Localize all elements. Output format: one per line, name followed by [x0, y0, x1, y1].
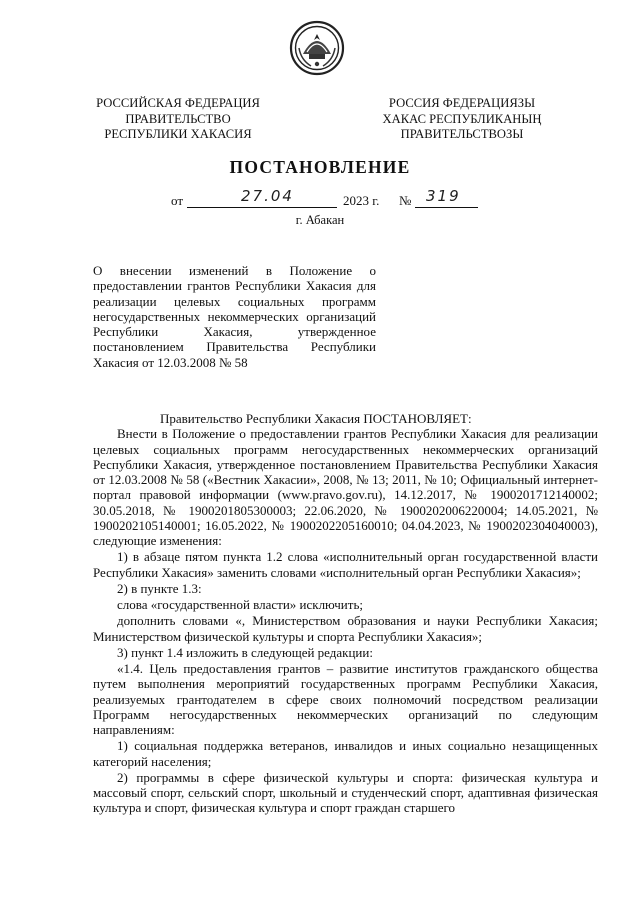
body-paragraph: 2) в пункте 1.3:	[117, 580, 202, 596]
document-body	[93, 411, 598, 817]
header-left-line: РЕСПУБЛИКИ ХАКАСИЯ	[104, 127, 252, 141]
date-year: 2023 г.	[343, 193, 380, 208]
header-right	[362, 96, 562, 143]
city: г. Абакан	[295, 213, 345, 227]
body-paragraph: Внести в Положение о предоставлении грантов Республики Хакасия для реализации целевых социальных программ негосударственных некоммерческих организаций Республики Хакасия, утвержденное постановлением Правительства Республики Хакасия от 12.03.2008 № 58 («Вестник Хакасии», 2008, № 13; 2011, № 10; Официальный интернет-портал правовой информации (www.pravo.gov.ru), 14.12.2017, № 1900201712140002; 30.05.2018, № 1900201805300003; 22.06.2020, № 1900202006220004; 14.05.2021, № 1900202105140001; 16.05.2022, № 1900202205160010; 04.04.2023, № 1900202304040003), следующие изменения:	[93, 426, 598, 548]
date-prefix: от	[171, 193, 184, 208]
header-right-line: ХАКАС РЕСПУБЛИКАНЫҢ	[382, 111, 542, 126]
body-paragraph: «1.4. Цель предоставления грантов – развитие институтов гражданского общества путем выполнения мероприятий государственных программ Республики Хакасия, реализуемых грантодателем в сфере своих полномочий посредством реализации Программ негосударственных некоммерческих организаций по следующим направлениям:	[93, 661, 598, 737]
date-line	[0, 187, 640, 213]
header-right-line: РОССИЯ ФЕДЕРАЦИЯЗЫ	[388, 96, 536, 110]
body-paragraph: 2) программы в сфере физической культуры и спорта: физическая культура и массовый спорт, сельский спорт, школьный и студенческий спорт, адаптивная физическая культура и спорт, физическая культура и спорт граждан старшего	[93, 769, 598, 816]
body-paragraph: слова «государственной власти» исключить;	[117, 597, 363, 612]
handwritten-number: 319	[426, 187, 461, 205]
header-left-line: ПРАВИТЕЛЬСТВО	[125, 111, 231, 126]
handwritten-date: 27.04	[241, 187, 294, 205]
body-paragraph: 1) в абзаце пятом пункта 1.2 слова «исполнительный орган государственной власти Республики Хакасия» заменить словами «исполнительный орган Республики Хакасия»;	[93, 549, 598, 580]
header-right-line: ПРАВИТЕЛЬСТВОЗЫ	[400, 127, 524, 141]
number-sign: №	[399, 193, 412, 208]
header-left-line: РОССИЙСКАЯ ФЕДЕРАЦИЯ	[96, 96, 260, 110]
header-left	[78, 96, 278, 143]
body-paragraph: 1) социальная поддержка ветеранов, инвалидов и иных социально незащищенных категорий населения;	[93, 738, 598, 769]
number-underline	[415, 207, 478, 208]
subject-text: О внесении изменений в Положение о предоставлении грантов Республики Хакасия для реализации целевых социальных программ негосударственных некоммерческих организаций Республики Хакасия, утвержденное постановлением Правительства Республики Хакасия от 12.03.2008 № 58	[93, 263, 376, 370]
preamble: Правительство Республики Хакасия ПОСТАНОВЛЯЕТ:	[160, 411, 472, 426]
document-subject	[93, 263, 376, 370]
coat-of-arms-icon	[289, 20, 345, 76]
body-paragraph: дополнить словами «, Министерством образования и науки Республики Хакасия; Министерством физической культуры и спорта Республики Хакасия»;	[93, 613, 598, 644]
document-title: ПОСТАНОВЛЕНИЕ	[229, 157, 411, 177]
body-paragraph: 3) пункт 1.4 изложить в следующей редакции:	[117, 644, 373, 660]
date-underline	[187, 207, 337, 208]
